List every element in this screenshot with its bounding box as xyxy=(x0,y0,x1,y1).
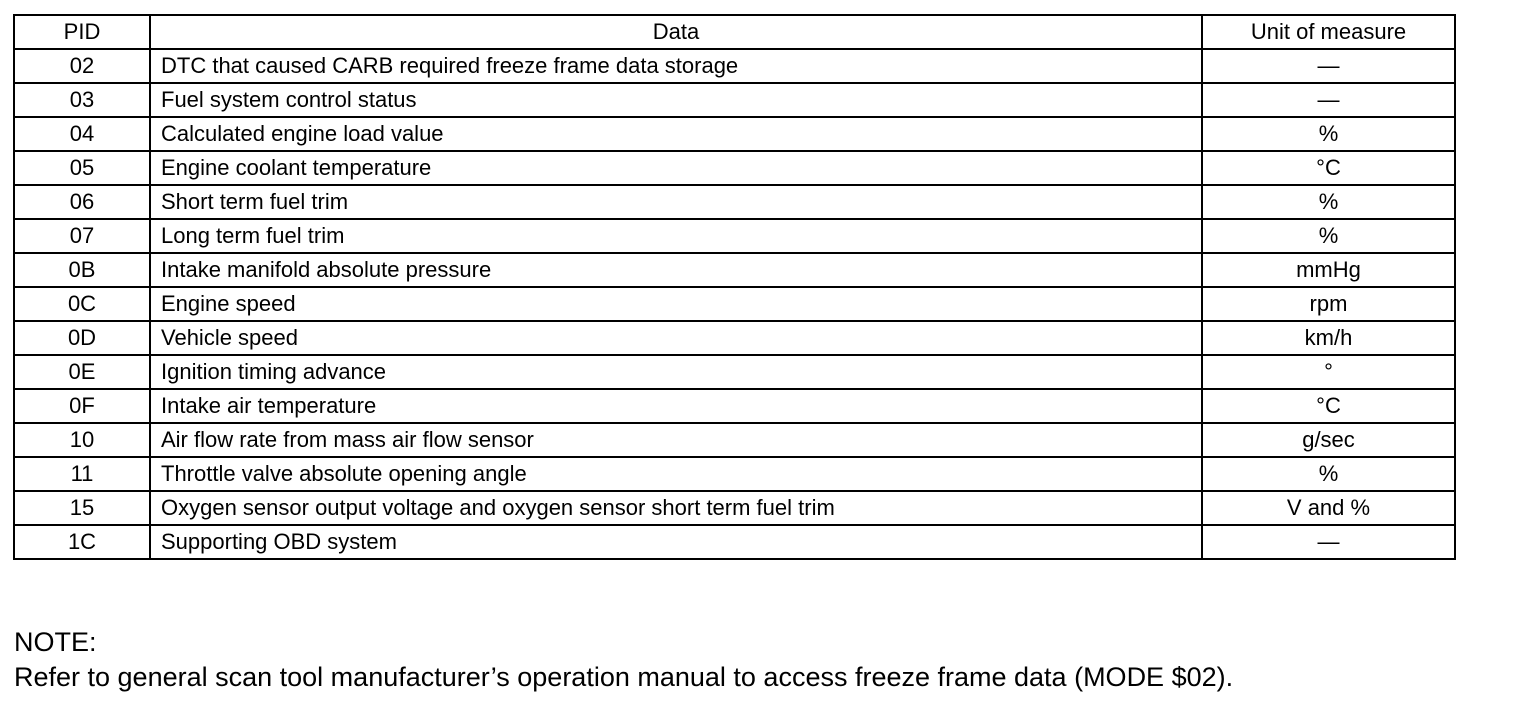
table-body xyxy=(14,49,1455,559)
table-row xyxy=(14,321,1455,355)
cell-pid: 0D xyxy=(14,321,150,355)
table-row xyxy=(14,83,1455,117)
cell-unit: % xyxy=(1202,185,1455,219)
table-row xyxy=(14,49,1455,83)
cell-pid: 03 xyxy=(14,83,150,117)
cell-data: Air flow rate from mass air flow sensor xyxy=(150,423,1202,457)
cell-pid: 06 xyxy=(14,185,150,219)
cell-unit: % xyxy=(1202,219,1455,253)
header-data: Data xyxy=(150,15,1202,49)
cell-data: Engine speed xyxy=(150,287,1202,321)
cell-data: Fuel system control status xyxy=(150,83,1202,117)
cell-data: Ignition timing advance xyxy=(150,355,1202,389)
cell-data: Oxygen sensor output voltage and oxygen sensor short term fuel trim xyxy=(150,491,1202,525)
freeze-frame-pid-table xyxy=(13,14,1456,560)
cell-data: Long term fuel trim xyxy=(150,219,1202,253)
cell-unit: — xyxy=(1202,525,1455,559)
cell-unit: mmHg xyxy=(1202,253,1455,287)
note-heading: NOTE: xyxy=(14,627,97,657)
cell-pid: 07 xyxy=(14,219,150,253)
header-unit: Unit of measure xyxy=(1202,15,1455,49)
table-row xyxy=(14,253,1455,287)
header-pid: PID xyxy=(14,15,150,49)
cell-unit: V and % xyxy=(1202,491,1455,525)
cell-data: Engine coolant temperature xyxy=(150,151,1202,185)
cell-pid: 11 xyxy=(14,457,150,491)
cell-unit: — xyxy=(1202,49,1455,83)
cell-pid: 15 xyxy=(14,491,150,525)
cell-unit: % xyxy=(1202,457,1455,491)
table-row xyxy=(14,117,1455,151)
cell-pid: 0B xyxy=(14,253,150,287)
cell-data: DTC that caused CARB required freeze frame data storage xyxy=(150,49,1202,83)
cell-pid: 0C xyxy=(14,287,150,321)
cell-pid: 05 xyxy=(14,151,150,185)
cell-pid: 0F xyxy=(14,389,150,423)
note-text: Refer to general scan tool manufacturer’s operation manual to access freeze frame data (MODE $02). xyxy=(14,662,1234,692)
cell-unit: km/h xyxy=(1202,321,1455,355)
cell-unit: — xyxy=(1202,83,1455,117)
table-row xyxy=(14,151,1455,185)
cell-pid: 10 xyxy=(14,423,150,457)
table-row xyxy=(14,287,1455,321)
table-row xyxy=(14,525,1455,559)
note-block xyxy=(14,625,1233,695)
table-header-row xyxy=(14,15,1455,49)
table-row xyxy=(14,423,1455,457)
table-row xyxy=(14,491,1455,525)
table-row xyxy=(14,219,1455,253)
cell-pid: 02 xyxy=(14,49,150,83)
cell-data: Intake air temperature xyxy=(150,389,1202,423)
cell-data: Throttle valve absolute opening angle xyxy=(150,457,1202,491)
cell-unit: g/sec xyxy=(1202,423,1455,457)
cell-unit: % xyxy=(1202,117,1455,151)
cell-pid: 0E xyxy=(14,355,150,389)
cell-unit: ° xyxy=(1202,355,1455,389)
cell-data: Calculated engine load value xyxy=(150,117,1202,151)
table-row xyxy=(14,185,1455,219)
cell-data: Short term fuel trim xyxy=(150,185,1202,219)
cell-pid: 1C xyxy=(14,525,150,559)
table-row xyxy=(14,457,1455,491)
cell-data: Vehicle speed xyxy=(150,321,1202,355)
cell-unit: rpm xyxy=(1202,287,1455,321)
cell-unit: °C xyxy=(1202,389,1455,423)
cell-pid: 04 xyxy=(14,117,150,151)
table-row xyxy=(14,389,1455,423)
table-row xyxy=(14,355,1455,389)
cell-data: Supporting OBD system xyxy=(150,525,1202,559)
cell-data: Intake manifold absolute pressure xyxy=(150,253,1202,287)
cell-unit: °C xyxy=(1202,151,1455,185)
